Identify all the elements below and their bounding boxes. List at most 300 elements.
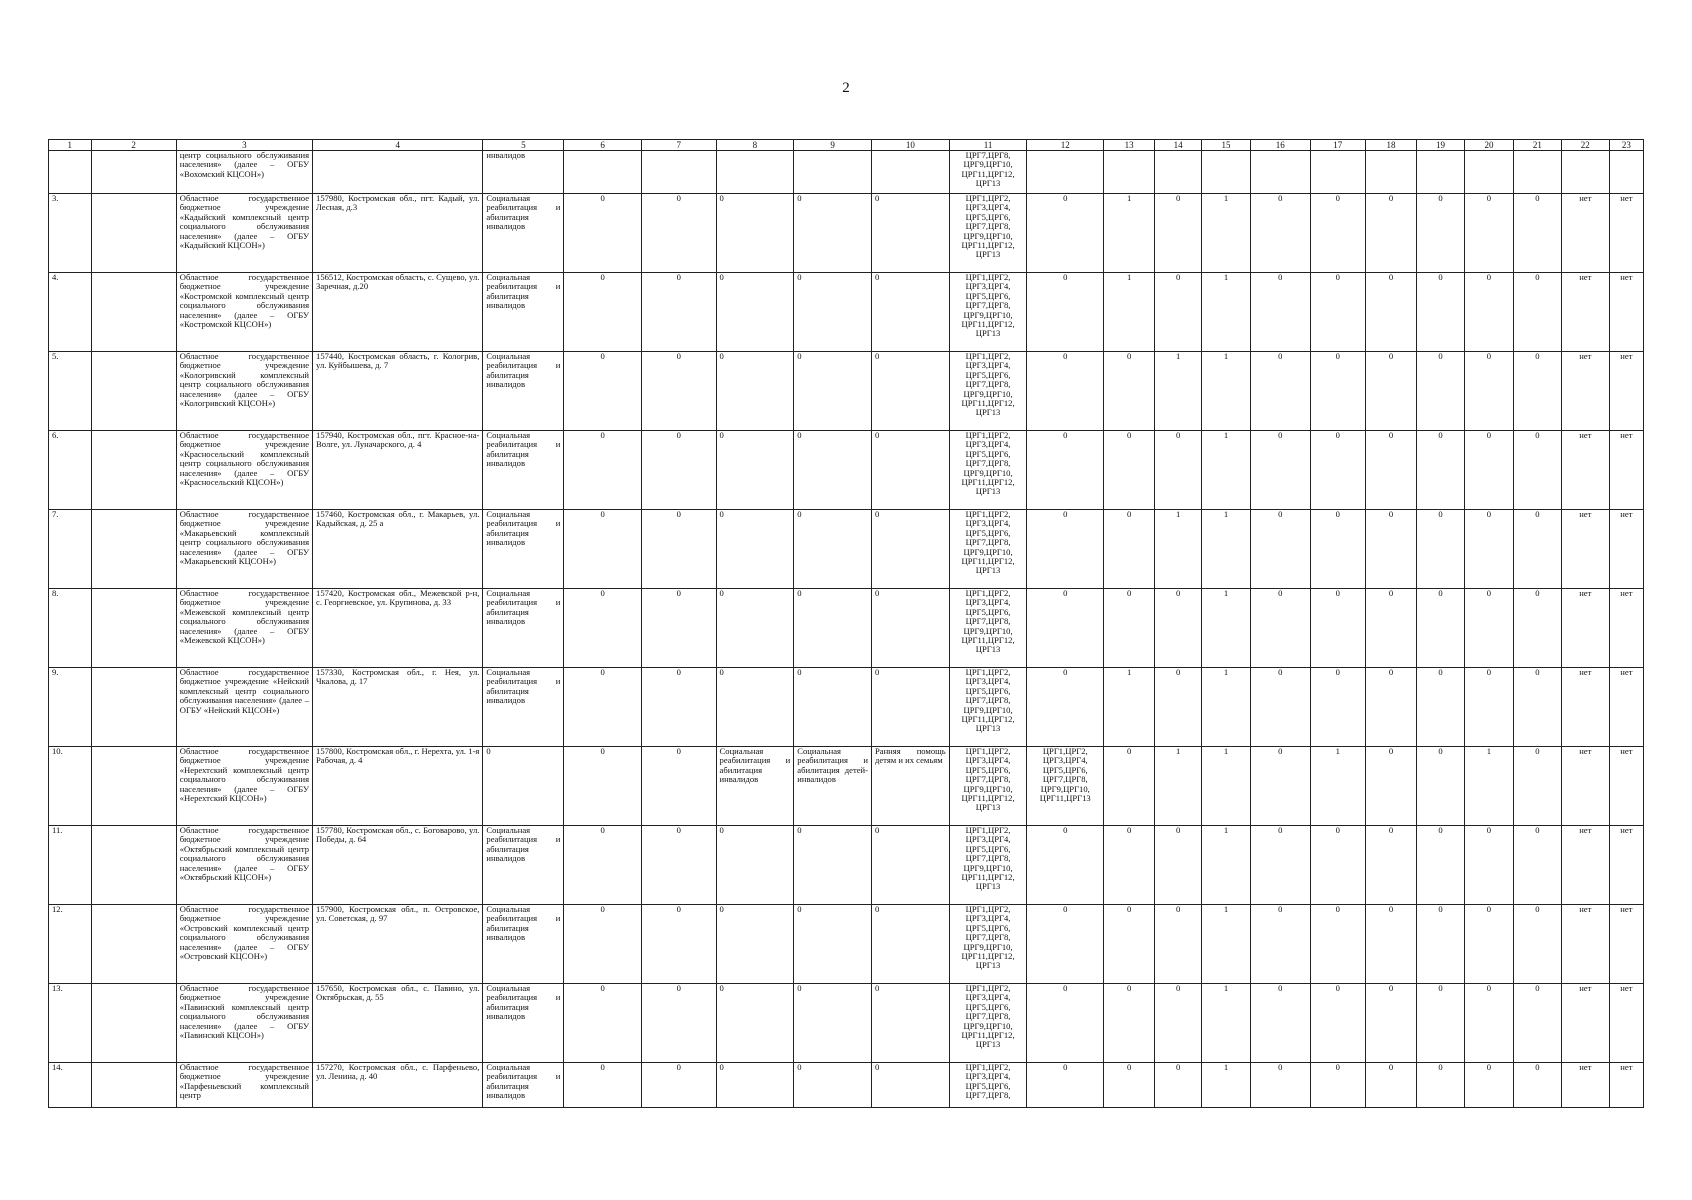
cell-col-15: 1 (1202, 431, 1251, 510)
cell-col-10: 0 (871, 826, 949, 905)
cell-col-23: нет (1609, 747, 1643, 826)
cell-col-14: 1 (1155, 747, 1202, 826)
cell-col-10: 0 (871, 668, 949, 747)
cell-col-10: 0 (871, 431, 949, 510)
cell-col-23: нет (1609, 194, 1643, 273)
cell-col-10: Ранняя помощь детям и их семьям (871, 747, 949, 826)
cell-col-8: Социальная реабилитация и абилитация инвалидов (716, 747, 794, 826)
cell-col-2 (91, 589, 176, 668)
cell-col-6: 0 (564, 1063, 642, 1108)
cell-col-5: Социальная реабилитация и абилитация инвалидов (483, 905, 564, 984)
cell-col-13: 0 (1104, 352, 1155, 431)
column-header-14: 14 (1155, 140, 1202, 151)
cell-col-6: 0 (564, 352, 642, 431)
cell-col-22: нет (1561, 352, 1609, 431)
cell-col-19: 0 (1417, 510, 1465, 589)
cell-col-1: 12. (49, 905, 92, 984)
cell-col-6: 0 (564, 510, 642, 589)
cell-col-18 (1365, 151, 1416, 194)
cell-col-1: 9. (49, 668, 92, 747)
cell-col-18: 0 (1365, 905, 1416, 984)
cell-col-22: нет (1561, 194, 1609, 273)
cell-col-1: 11. (49, 826, 92, 905)
table-row (49, 352, 1644, 431)
column-header-16: 16 (1250, 140, 1310, 151)
cell-col-1: 7. (49, 510, 92, 589)
cell-col-20 (1464, 151, 1513, 194)
cell-col-7: 0 (642, 1063, 717, 1108)
cell-col-14: 1 (1155, 352, 1202, 431)
table-row (49, 668, 1644, 747)
cell-col-19: 0 (1417, 589, 1465, 668)
cell-col-9: 0 (794, 589, 872, 668)
cell-col-13: 1 (1104, 194, 1155, 273)
cell-col-19: 0 (1417, 668, 1465, 747)
cell-col-19: 0 (1417, 194, 1465, 273)
cell-col-23: нет (1609, 1063, 1643, 1108)
cell-col-18: 0 (1365, 589, 1416, 668)
cell-col-12: 0 (1027, 984, 1104, 1063)
cell-col-16: 0 (1250, 589, 1310, 668)
cell-col-8: 0 (716, 194, 794, 273)
cell-col-17: 0 (1310, 589, 1365, 668)
column-header-12: 12 (1027, 140, 1104, 151)
cell-col-14: 0 (1155, 826, 1202, 905)
cell-col-4: 157330, Костромская обл., г. Нея, ул. Чкалова, д. 17 (313, 668, 483, 747)
cell-col-10: 0 (871, 273, 949, 352)
cell-col-14: 0 (1155, 273, 1202, 352)
cell-col-20: 1 (1464, 747, 1513, 826)
cell-col-15: 1 (1202, 826, 1251, 905)
cell-col-20: 0 (1464, 826, 1513, 905)
cell-col-22: нет (1561, 826, 1609, 905)
cell-col-11: ЦРГ7,ЦРГ8, ЦРГ9,ЦРГ10, ЦРГ11,ЦРГ12, ЦРГ13 (949, 151, 1027, 194)
cell-col-8: 0 (716, 668, 794, 747)
cell-col-2 (91, 273, 176, 352)
cell-col-7: 0 (642, 431, 717, 510)
cell-col-23: нет (1609, 352, 1643, 431)
cell-col-22: нет (1561, 1063, 1609, 1108)
cell-col-7 (642, 151, 717, 194)
cell-col-4: 157440, Костромская область, г. Кологрив, ул. Куйбышева, д. 7 (313, 352, 483, 431)
cell-col-9: 0 (794, 1063, 872, 1108)
cell-col-21: 0 (1513, 826, 1561, 905)
cell-col-17: 0 (1310, 984, 1365, 1063)
table-row (49, 984, 1644, 1063)
cell-col-22: нет (1561, 273, 1609, 352)
cell-col-20: 0 (1464, 510, 1513, 589)
column-header-5: 5 (483, 140, 564, 151)
cell-col-23: нет (1609, 668, 1643, 747)
cell-col-15: 1 (1202, 905, 1251, 984)
cell-col-13 (1104, 151, 1155, 194)
cell-col-8: 0 (716, 431, 794, 510)
cell-col-2 (91, 905, 176, 984)
cell-col-15: 1 (1202, 194, 1251, 273)
column-header-8: 8 (716, 140, 794, 151)
cell-col-5: Социальная реабилитация и абилитация инвалидов (483, 352, 564, 431)
cell-col-6: 0 (564, 905, 642, 984)
cell-col-14: 0 (1155, 431, 1202, 510)
cell-col-4: 157900, Костромская обл., п. Островское, ул. Советская, д. 97 (313, 905, 483, 984)
cell-col-17: 0 (1310, 826, 1365, 905)
cell-col-12: 0 (1027, 589, 1104, 668)
cell-col-17: 0 (1310, 352, 1365, 431)
cell-col-13: 0 (1104, 1063, 1155, 1108)
cell-col-20: 0 (1464, 984, 1513, 1063)
cell-col-1 (49, 151, 92, 194)
table-row (49, 151, 1644, 194)
cell-col-21: 0 (1513, 431, 1561, 510)
cell-col-17 (1310, 151, 1365, 194)
cell-col-11: ЦРГ1,ЦРГ2, ЦРГ3,ЦРГ4, ЦРГ5,ЦРГ6, ЦРГ7,ЦРГ8, ЦРГ9,ЦРГ10, ЦРГ11,ЦРГ12, ЦРГ13 (949, 194, 1027, 273)
cell-col-10 (871, 151, 949, 194)
cell-col-18: 0 (1365, 984, 1416, 1063)
column-header-2: 2 (91, 140, 176, 151)
cell-col-20: 0 (1464, 668, 1513, 747)
cell-col-13: 0 (1104, 984, 1155, 1063)
cell-col-3: центр социального обслуживания населения» (далее – ОГБУ «Вохомский КЦСОН») (176, 151, 312, 194)
column-header-4: 4 (313, 140, 483, 151)
cell-col-7: 0 (642, 510, 717, 589)
cell-col-23: нет (1609, 431, 1643, 510)
cell-col-8: 0 (716, 905, 794, 984)
table-row (49, 826, 1644, 905)
cell-col-12: 0 (1027, 352, 1104, 431)
cell-col-11: ЦРГ1,ЦРГ2, ЦРГ3,ЦРГ4, ЦРГ5,ЦРГ6, ЦРГ7,ЦРГ8, ЦРГ9,ЦРГ10, ЦРГ11,ЦРГ12, ЦРГ13 (949, 826, 1027, 905)
cell-col-4: 156512, Костромская область, с. Сущево, ул. Заречная, д.20 (313, 273, 483, 352)
cell-col-23: нет (1609, 984, 1643, 1063)
cell-col-9: 0 (794, 984, 872, 1063)
cell-col-21 (1513, 151, 1561, 194)
cell-col-7: 0 (642, 984, 717, 1063)
cell-col-9: 0 (794, 510, 872, 589)
cell-col-7: 0 (642, 194, 717, 273)
cell-col-17: 0 (1310, 668, 1365, 747)
table-row (49, 273, 1644, 352)
cell-col-11: ЦРГ1,ЦРГ2, ЦРГ3,ЦРГ4, ЦРГ5,ЦРГ6, ЦРГ7,ЦРГ8, ЦРГ9,ЦРГ10, ЦРГ11,ЦРГ12, ЦРГ13 (949, 984, 1027, 1063)
column-header-13: 13 (1104, 140, 1155, 151)
cell-col-18: 0 (1365, 431, 1416, 510)
cell-col-2 (91, 668, 176, 747)
cell-col-21: 0 (1513, 984, 1561, 1063)
cell-col-13: 1 (1104, 668, 1155, 747)
cell-col-18: 0 (1365, 747, 1416, 826)
column-header-6: 6 (564, 140, 642, 151)
cell-col-15: 1 (1202, 1063, 1251, 1108)
cell-col-20: 0 (1464, 352, 1513, 431)
cell-col-23: нет (1609, 589, 1643, 668)
cell-col-12: 0 (1027, 194, 1104, 273)
column-header-15: 15 (1202, 140, 1251, 151)
cell-col-14: 0 (1155, 589, 1202, 668)
cell-col-21: 0 (1513, 352, 1561, 431)
cell-col-4: 157800, Костромская обл., г. Нерехта, ул. 1-я Рабочая, д. 4 (313, 747, 483, 826)
cell-col-5: Социальная реабилитация и абилитация инвалидов (483, 984, 564, 1063)
column-header-18: 18 (1365, 140, 1416, 151)
cell-col-11: ЦРГ1,ЦРГ2, ЦРГ3,ЦРГ4, ЦРГ5,ЦРГ6, ЦРГ7,ЦРГ8, ЦРГ9,ЦРГ10, ЦРГ11,ЦРГ12, ЦРГ13 (949, 905, 1027, 984)
cell-col-19: 0 (1417, 431, 1465, 510)
cell-col-15 (1202, 151, 1251, 194)
cell-col-19: 0 (1417, 747, 1465, 826)
cell-col-20: 0 (1464, 273, 1513, 352)
cell-col-3: Областное государственное бюджетное учреждение «Парфеньевский комплексный центр (176, 1063, 312, 1108)
cell-col-6 (564, 151, 642, 194)
cell-col-12: 0 (1027, 510, 1104, 589)
cell-col-11: ЦРГ1,ЦРГ2, ЦРГ3,ЦРГ4, ЦРГ5,ЦРГ6, ЦРГ7,ЦРГ8, ЦРГ9,ЦРГ10, ЦРГ11,ЦРГ12, ЦРГ13 (949, 431, 1027, 510)
cell-col-5: Социальная реабилитация и абилитация инвалидов (483, 194, 564, 273)
cell-col-13: 0 (1104, 431, 1155, 510)
cell-col-10: 0 (871, 984, 949, 1063)
cell-col-19: 0 (1417, 984, 1465, 1063)
cell-col-1: 4. (49, 273, 92, 352)
column-header-3: 3 (176, 140, 312, 151)
cell-col-3: Областное государственное бюджетное учреждение «Красносельский комплексный центр социального обслуживания населения» (далее – ОГБУ «Красносельский КЦСОН») (176, 431, 312, 510)
cell-col-6: 0 (564, 194, 642, 273)
cell-col-15: 1 (1202, 668, 1251, 747)
cell-col-7: 0 (642, 589, 717, 668)
cell-col-21: 0 (1513, 1063, 1561, 1108)
cell-col-8: 0 (716, 273, 794, 352)
cell-col-3: Областное государственное бюджетное учреждение «Межевской комплексный центр социального обслуживания населения» (далее – ОГБУ «Межевской КЦСОН») (176, 589, 312, 668)
cell-col-19: 0 (1417, 826, 1465, 905)
cell-col-9: Социальная реабилитация и абилитация детей-инвалидов (794, 747, 872, 826)
column-number-row (49, 140, 1644, 151)
cell-col-6: 0 (564, 589, 642, 668)
column-header-20: 20 (1464, 140, 1513, 151)
table-row (49, 1063, 1644, 1108)
page-number: 2 (842, 80, 850, 96)
cell-col-4: 157940, Костромская обл., пгт. Красное-на-Волге, ул. Луначарского, д. 4 (313, 431, 483, 510)
cell-col-10: 0 (871, 194, 949, 273)
column-header-7: 7 (642, 140, 717, 151)
cell-col-12: 0 (1027, 668, 1104, 747)
cell-col-2 (91, 510, 176, 589)
cell-col-19 (1417, 151, 1465, 194)
table-row (49, 589, 1644, 668)
cell-col-18: 0 (1365, 273, 1416, 352)
cell-col-9: 0 (794, 273, 872, 352)
cell-col-2 (91, 747, 176, 826)
table-row (49, 747, 1644, 826)
cell-col-12: ЦРГ1,ЦРГ2, ЦРГ3,ЦРГ4, ЦРГ5,ЦРГ6, ЦРГ7,ЦРГ8, ЦРГ9,ЦРГ10, ЦРГ11,ЦРГ13 (1027, 747, 1104, 826)
cell-col-13: 0 (1104, 747, 1155, 826)
cell-col-17: 0 (1310, 194, 1365, 273)
cell-col-9: 0 (794, 431, 872, 510)
cell-col-19: 0 (1417, 273, 1465, 352)
cell-col-9 (794, 151, 872, 194)
cell-col-9: 0 (794, 826, 872, 905)
cell-col-20: 0 (1464, 905, 1513, 984)
cell-col-4 (313, 151, 483, 194)
cell-col-19: 0 (1417, 1063, 1465, 1108)
cell-col-16: 0 (1250, 826, 1310, 905)
cell-col-16 (1250, 151, 1310, 194)
cell-col-7: 0 (642, 905, 717, 984)
cell-col-3: Областное государственное бюджетное учреждение «Кадыйский комплексный центр социального обслуживания населения» (далее – ОГБУ «Кадыйский КЦСОН») (176, 194, 312, 273)
cell-col-6: 0 (564, 431, 642, 510)
cell-col-18: 0 (1365, 1063, 1416, 1108)
cell-col-3: Областное государственное бюджетное учреждение «Нерехтский комплексный центр социального обслуживания населения» (далее – ОГБУ «Нерехтский КЦСОН») (176, 747, 312, 826)
cell-col-12: 0 (1027, 1063, 1104, 1108)
cell-col-21: 0 (1513, 589, 1561, 668)
cell-col-4: 157420, Костромская обл., Межевской р-н, с. Георгиевское, ул. Крупинова, д. 33 (313, 589, 483, 668)
cell-col-4: 157650, Костромская обл., с. Павино, ул. Октябрьская, д. 55 (313, 984, 483, 1063)
cell-col-21: 0 (1513, 273, 1561, 352)
cell-col-4: 157460, Костромская обл., г. Макарьев, ул. Кадыйская, д. 25 а (313, 510, 483, 589)
cell-col-13: 0 (1104, 905, 1155, 984)
cell-col-3: Областное государственное бюджетное учреждение «Павинский комплексный центр социального обслуживания населения» (далее – ОГБУ «Павинский КЦСОН») (176, 984, 312, 1063)
cell-col-2 (91, 984, 176, 1063)
cell-col-5: Социальная реабилитация и абилитация инвалидов (483, 1063, 564, 1108)
cell-col-21: 0 (1513, 747, 1561, 826)
cell-col-2 (91, 151, 176, 194)
cell-col-5: Социальная реабилитация и абилитация инвалидов (483, 826, 564, 905)
cell-col-12: 0 (1027, 905, 1104, 984)
column-header-21: 21 (1513, 140, 1561, 151)
cell-col-2 (91, 194, 176, 273)
cell-col-16: 0 (1250, 194, 1310, 273)
cell-col-1: 8. (49, 589, 92, 668)
cell-col-23 (1609, 151, 1643, 194)
cell-col-5: Социальная реабилитация и абилитация инвалидов (483, 510, 564, 589)
cell-col-11: ЦРГ1,ЦРГ2, ЦРГ3,ЦРГ4, ЦРГ5,ЦРГ6, ЦРГ7,ЦРГ8, ЦРГ9,ЦРГ10, ЦРГ11,ЦРГ12, ЦРГ13 (949, 352, 1027, 431)
cell-col-16: 0 (1250, 984, 1310, 1063)
cell-col-21: 0 (1513, 510, 1561, 589)
cell-col-8: 0 (716, 352, 794, 431)
cell-col-22: нет (1561, 510, 1609, 589)
cell-col-6: 0 (564, 668, 642, 747)
cell-col-21: 0 (1513, 905, 1561, 984)
cell-col-9: 0 (794, 668, 872, 747)
cell-col-4: 157980, Костромская обл., пгт. Кадый, ул. Лесная, д.3 (313, 194, 483, 273)
cell-col-4: 157270, Костромская обл., с. Парфеньево, ул. Ленина, д. 40 (313, 1063, 483, 1108)
cell-col-23: нет (1609, 273, 1643, 352)
cell-col-7: 0 (642, 668, 717, 747)
cell-col-22: нет (1561, 589, 1609, 668)
cell-col-8: 0 (716, 510, 794, 589)
cell-col-14: 0 (1155, 1063, 1202, 1108)
column-header-11: 11 (949, 140, 1027, 151)
cell-col-13: 0 (1104, 589, 1155, 668)
cell-col-6: 0 (564, 747, 642, 826)
cell-col-13: 0 (1104, 510, 1155, 589)
cell-col-20: 0 (1464, 431, 1513, 510)
institutions-table (48, 139, 1644, 1108)
cell-col-16: 0 (1250, 668, 1310, 747)
cell-col-12: 0 (1027, 431, 1104, 510)
cell-col-3: Областное государственное бюджетное учреждение «Нейский комплексный центр социального обслуживания населения» (далее – ОГБУ «Нейский КЦСОН») (176, 668, 312, 747)
cell-col-11: ЦРГ1,ЦРГ2, ЦРГ3,ЦРГ4, ЦРГ5,ЦРГ6, ЦРГ7,ЦРГ8, ЦРГ9,ЦРГ10, ЦРГ11,ЦРГ12, ЦРГ13 (949, 273, 1027, 352)
cell-col-11: ЦРГ1,ЦРГ2, ЦРГ3,ЦРГ4, ЦРГ5,ЦРГ6, ЦРГ7,ЦРГ8, ЦРГ9,ЦРГ10, ЦРГ11,ЦРГ12, ЦРГ13 (949, 589, 1027, 668)
cell-col-12 (1027, 151, 1104, 194)
cell-col-14: 0 (1155, 984, 1202, 1063)
cell-col-14: 0 (1155, 905, 1202, 984)
cell-col-22: нет (1561, 905, 1609, 984)
cell-col-22: нет (1561, 668, 1609, 747)
cell-col-22 (1561, 151, 1609, 194)
cell-col-2 (91, 1063, 176, 1108)
cell-col-22: нет (1561, 984, 1609, 1063)
cell-col-11: ЦРГ1,ЦРГ2, ЦРГ3,ЦРГ4, ЦРГ5,ЦРГ6, ЦРГ7,ЦРГ8, (949, 1063, 1027, 1108)
table-row (49, 431, 1644, 510)
cell-col-10: 0 (871, 905, 949, 984)
cell-col-16: 0 (1250, 747, 1310, 826)
cell-col-23: нет (1609, 905, 1643, 984)
cell-col-3: Областное государственное бюджетное учреждение «Макарьевский комплексный центр социального обслуживания населения» (далее – ОГБУ «Макарьевский КЦСОН») (176, 510, 312, 589)
cell-col-23: нет (1609, 826, 1643, 905)
cell-col-7: 0 (642, 352, 717, 431)
cell-col-15: 1 (1202, 589, 1251, 668)
cell-col-9: 0 (794, 905, 872, 984)
cell-col-15: 1 (1202, 352, 1251, 431)
table-row (49, 905, 1644, 984)
cell-col-17: 0 (1310, 905, 1365, 984)
cell-col-17: 0 (1310, 1063, 1365, 1108)
cell-col-8: 0 (716, 1063, 794, 1108)
cell-col-3: Областное государственное бюджетное учреждение «Кологривский комплексный центр социального обслуживания населения» (далее – ОГБУ «Кологривский КЦСОН») (176, 352, 312, 431)
cell-col-8: 0 (716, 984, 794, 1063)
cell-col-18: 0 (1365, 194, 1416, 273)
cell-col-10: 0 (871, 352, 949, 431)
cell-col-1: 5. (49, 352, 92, 431)
column-header-23: 23 (1609, 140, 1643, 151)
cell-col-10: 0 (871, 510, 949, 589)
cell-col-18: 0 (1365, 668, 1416, 747)
table-row (49, 510, 1644, 589)
cell-col-14: 0 (1155, 194, 1202, 273)
cell-col-5: инвалидов (483, 151, 564, 194)
cell-col-5: Социальная реабилитация и абилитация инвалидов (483, 589, 564, 668)
cell-col-5: Социальная реабилитация и абилитация инвалидов (483, 668, 564, 747)
cell-col-9: 0 (794, 352, 872, 431)
cell-col-17: 1 (1310, 747, 1365, 826)
cell-col-18: 0 (1365, 826, 1416, 905)
cell-col-12: 0 (1027, 273, 1104, 352)
cell-col-18: 0 (1365, 510, 1416, 589)
cell-col-15: 1 (1202, 510, 1251, 589)
cell-col-15: 1 (1202, 747, 1251, 826)
column-header-22: 22 (1561, 140, 1609, 151)
cell-col-7: 0 (642, 273, 717, 352)
cell-col-6: 0 (564, 273, 642, 352)
cell-col-20: 0 (1464, 589, 1513, 668)
cell-col-18: 0 (1365, 352, 1416, 431)
cell-col-5: 0 (483, 747, 564, 826)
cell-col-16: 0 (1250, 273, 1310, 352)
cell-col-14 (1155, 151, 1202, 194)
cell-col-19: 0 (1417, 905, 1465, 984)
cell-col-2 (91, 352, 176, 431)
cell-col-17: 0 (1310, 431, 1365, 510)
cell-col-21: 0 (1513, 194, 1561, 273)
cell-col-1: 14. (49, 1063, 92, 1108)
column-header-9: 9 (794, 140, 872, 151)
cell-col-11: ЦРГ1,ЦРГ2, ЦРГ3,ЦРГ4, ЦРГ5,ЦРГ6, ЦРГ7,ЦРГ8, ЦРГ9,ЦРГ10, ЦРГ11,ЦРГ12, ЦРГ13 (949, 510, 1027, 589)
cell-col-17: 0 (1310, 510, 1365, 589)
cell-col-2 (91, 826, 176, 905)
cell-col-14: 1 (1155, 510, 1202, 589)
cell-col-3: Областное государственное бюджетное учреждение «Октябрьский комплексный центр социального обслуживания населения» (далее – ОГБУ «Октябрьский КЦСОН») (176, 826, 312, 905)
cell-col-20: 0 (1464, 1063, 1513, 1108)
cell-col-19: 0 (1417, 352, 1465, 431)
cell-col-9: 0 (794, 194, 872, 273)
cell-col-16: 0 (1250, 1063, 1310, 1108)
cell-col-2 (91, 431, 176, 510)
cell-col-20: 0 (1464, 194, 1513, 273)
cell-col-16: 0 (1250, 510, 1310, 589)
table-body (49, 151, 1644, 1108)
